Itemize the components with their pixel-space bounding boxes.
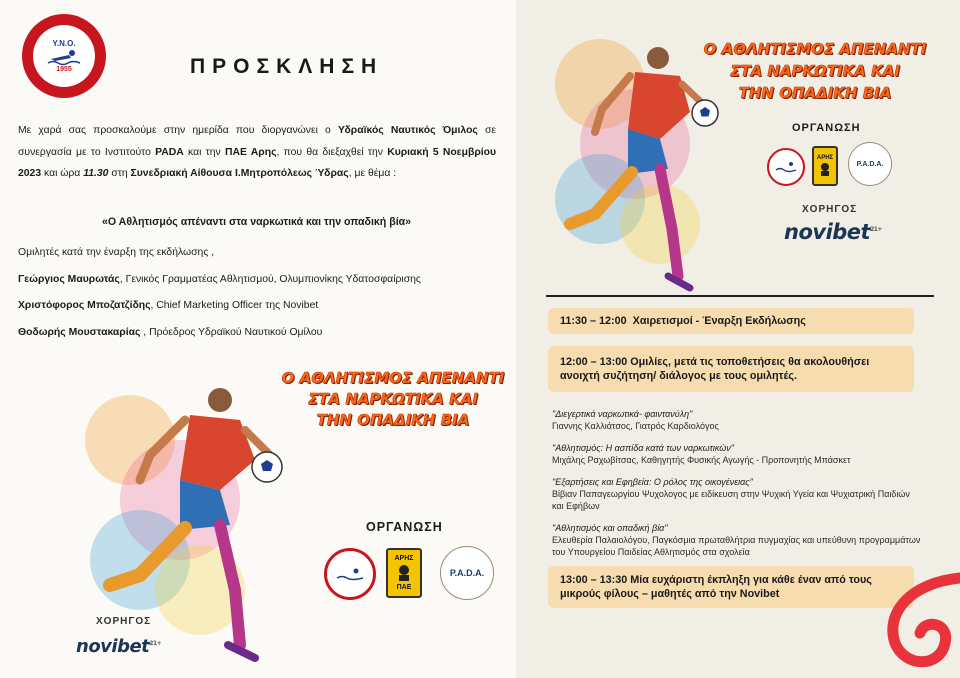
event-theme-quote: «Ο Αθλητισμός απέναντι στα ναρκωτικά και την οπαδική βία» <box>102 216 412 228</box>
novibet-logo: novibet$^{21+}$ <box>76 636 162 657</box>
club-logo-text: Υ.Ν.Ο. <box>52 39 76 48</box>
novibet-logo: novibet$^{21+}$ <box>784 220 882 244</box>
aris-logo: ΑΡΗΣ ΠΑΕ <box>386 548 422 598</box>
swimmer-icon <box>47 48 81 66</box>
speakers-list <box>18 240 421 346</box>
sponsor-label: ΧΟΡΗΓΟΣ <box>802 204 858 215</box>
warrior-icon <box>817 161 833 177</box>
invitation-title: ΠΡΟΣΚΛΗΣΗ <box>190 55 384 78</box>
footballer-illustration <box>540 14 720 299</box>
pada-logo: P.A.D.A. <box>440 546 494 600</box>
decorative-swirl <box>870 568 960 678</box>
club-logo-year: 1955 <box>56 66 72 73</box>
swimmer-icon <box>775 161 797 173</box>
talk-item: "Αθλητισμός: Η ασπίδα κατά των ναρκωτικών" Μιχάλης Ραχωβίτσας, Καθηγητής Φυσικής Αγωγής - Προπονητής Μπάσκετ <box>552 443 851 465</box>
warrior-icon <box>393 562 415 584</box>
invitation-paragraph: Με χαρά σας προσκαλούμε στην ημερίδα που διοργανώνει ο Υδραϊκός Ναυτικός Όμιλος σε συνεργασία με το Ινστιτούτο PADA και την ΠΑΕ Αρης, που θα διεξαχθεί την Κυριακή 5 Νοεμβρίου 2023 και ώρα 11.30 στη Συνεδριακή Αίθουσα Ι.Μητροπόλεως Ύδρας, με θέμα : <box>18 125 497 179</box>
pada-logo: P.A.D.A. <box>848 142 892 186</box>
poster-title: Ο ΑΘΛΗΤΙΣΜΟΣ ΑΠΕΝΑΝΤΙ ΣΤΑ ΝΑΡΚΩΤΙΚΑ ΚΑΙ ΤΗΝ ΟΠΑΔΙΚΗ ΒΙΑ <box>703 40 927 102</box>
talk-item: "Εξαρτήσεις και Εφηβεία: Ο ρόλος της οικογένειας" Βίβιαν Παπαγεωργίου Ψυχολογος με ειδίκευση στην Ψυχική Υγεία και Ψυχιατρική Παιδιών και Εφήβων <box>552 477 910 511</box>
divider <box>546 295 934 297</box>
organisation-label: ΟΡΓΑΝΩΣΗ <box>366 520 443 534</box>
talk-item: "Αθλητισμός και οπαδική βία" Ελευθερία Παλαιολόγου, Παγκόσμια πρωταθλήτρια πυγμαχίας και υπεύθυνη προγραμμάτων του Υπουργείου Παιδείας Αθλητισμός στα σχολεία <box>552 523 921 557</box>
club-logo-small <box>767 148 805 186</box>
sponsor-label: ΧΟΡΗΓΟΣ <box>96 616 152 627</box>
poster-title: Ο ΑΘΛΗΤΙΣΜΟΣ ΑΠΕΝΑΝΤΙ ΣΤΑ ΝΑΡΚΩΤΙΚΑ ΚΑΙ ΤΗΝ ΟΠΑΔΙΚΗ ΒΙΑ <box>281 369 505 429</box>
talk-item: "Διεγερτικά ναρκωτικά- φαιντανύλη" Γιαννης Καλλιάτσος, Γιατρός Καρδιολόγος <box>552 409 719 431</box>
schedule-item: 12:00 – 13:00 Ομιλίες, μετά τις τοποθετήσεις θα ακολουθήσει ανοιχτή συζήτηση/ διάλογος με τους ομιλητές. <box>548 346 914 392</box>
club-logo-small <box>324 548 376 600</box>
speaker-item: Γεώργιος Μαυρωτάς, Γενικός Γραμματέας Αθλητισμού, Ολυμπιονίκης Υδατοσφαίρισης <box>18 273 421 285</box>
swimmer-icon <box>336 567 364 581</box>
club-logo <box>22 14 106 98</box>
football-icon <box>250 450 284 484</box>
speaker-item: Χριστόφορος Μποζατζίδης, Chief Marketing Officer της Novibet <box>18 300 319 311</box>
speakers-intro: Ομιλητές κατά την έναρξη της εκδήλωσης , <box>18 247 215 258</box>
schedule-item: 11:30 – 12:00 Χαιρετισμοί - Έναρξη Εκδήλωσης <box>548 308 914 334</box>
speaker-item: Θοδωρής Μουστακαρίας , Πρόεδρος Υδραϊκού Ναυτικού Ομίλου <box>18 326 323 338</box>
organisation-label: ΟΡΓΑΝΩΣΗ <box>792 122 861 134</box>
aris-logo: ΑΡΗΣ <box>812 146 838 186</box>
schedule-item: 13:00 – 13:30 Μία ευχάριστη έκπληξη για κάθε έναν από τους μικρούς φίλους – μαθητές από την Novibet <box>548 566 914 608</box>
